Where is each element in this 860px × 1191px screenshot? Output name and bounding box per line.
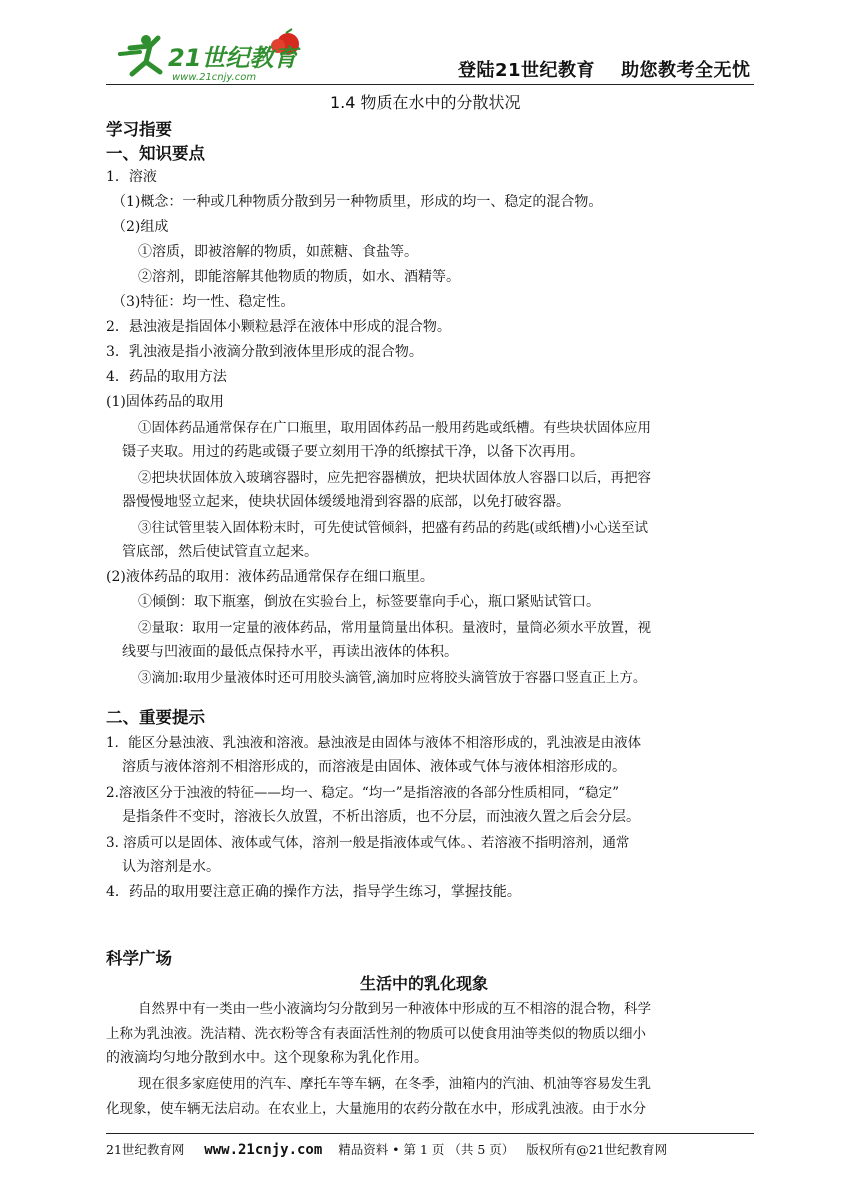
text-line: （1)概念：一种或几种物质分散到另一种物质里，形成的均一、稳定的混合物。 xyxy=(112,194,603,210)
article-title: 生活中的乳化现象 xyxy=(360,974,489,993)
slogan-right: 助您教考全无忧 xyxy=(621,60,751,81)
text-line: ②量取：取用一定量的液体药品，常用量筒量出体积。量液时，量筒必须水平放置，视 xyxy=(138,620,651,636)
text-line: 溶质与液体溶剂不相溶形成的，而溶液是由固体、液体或气体与液体相溶形成的。 xyxy=(122,759,626,775)
text-line: ①溶质，即被溶解的物质，如蔗糖、食盐等。 xyxy=(138,244,418,260)
section-guide-heading: 学习指要 xyxy=(106,120,172,139)
paragraph-line: 化现象，使车辆无法启动。在农业上，大量施用的农药分散在水中，形成乳浊液。由于水分 xyxy=(106,1101,646,1117)
site-logo xyxy=(110,28,310,86)
footer xyxy=(106,1140,667,1158)
text-line: 2.溶液区分于浊液的特征——均一、稳定。“均一”是指溶液的各部分性质相同，“稳定” xyxy=(106,785,619,801)
text-line: ③往试管里装入固体粉末时，可先使试管倾斜，把盛有药品的药匙(或纸槽)小心送至试 xyxy=(138,520,649,536)
text-line: 镊子夹取。用过的药匙或镊子要立刻用干净的纸擦拭干净，以备下次再用。 xyxy=(122,444,584,460)
logo-graphic xyxy=(110,28,310,86)
header-divider xyxy=(106,84,754,85)
paragraph-line: 的液滴均匀地分散到水中。这个现象称为乳化作用。 xyxy=(106,1050,428,1066)
text-line: ②把块状固体放入玻璃容器时，应先把容器横放，把块状固体放人容器口以后，再把容 xyxy=(138,470,651,486)
text-line: ①倾倒：取下瓶塞，倒放在实验台上，标签要靠向手心，瓶口紧贴试管口。 xyxy=(138,594,600,610)
footer-divider xyxy=(106,1133,754,1134)
text-line: 线要与凹液面的最低点保持水平，再读出液体的体积。 xyxy=(122,644,458,660)
header-slogan xyxy=(458,56,751,82)
text-line: ②溶剂，即能溶解其他物质的物质，如水、酒精等。 xyxy=(138,269,460,285)
text-line: （3)特征：均一性、稳定性。 xyxy=(112,294,295,310)
text-line: 4．药品的取用方法 xyxy=(106,369,227,385)
paragraph-line: 现在很多家庭使用的汽车、摩托车等车辆，在冬季，油箱内的汽油、机油等容易发生乳 xyxy=(138,1076,651,1092)
text-line: 1．溶液 xyxy=(106,169,157,185)
section-knowledge-heading: 一、知识要点 xyxy=(106,144,205,163)
text-line: ③滴加:取用少量液体时还可用胶头滴管,滴加时应将胶头滴管放于容器口竖直正上方。 xyxy=(138,670,647,686)
text-line: 管底部，然后使试管直立起来。 xyxy=(122,544,318,560)
text-line: 3. 溶质可以是固体、液体或气体，溶剂一般是指液体或气体。、若溶液不指明溶剂，通常 xyxy=(106,835,630,851)
slogan-left: 登陆21世纪教育 xyxy=(458,60,596,81)
section-tips-heading: 二、重要提示 xyxy=(106,708,205,727)
text-line: 是指条件不变时，溶液长久放置，不析出溶质，也不分层，而浊液久置之后会分层。 xyxy=(122,809,640,825)
text-line: 3．乳浊液是指小液滴分散到液体里形成的混合物。 xyxy=(106,344,423,360)
text-line: (2)液体药品的取用：液体药品通常保存在细口瓶里。 xyxy=(106,569,434,585)
footer-copyright: 版权所有@21世纪教育网 xyxy=(526,1142,668,1157)
text-line: 认为溶剂是水。 xyxy=(122,859,220,875)
logo-url: www.21cnjy.com xyxy=(172,72,257,83)
section-science-heading: 科学广场 xyxy=(106,949,172,968)
text-line: （2)组成 xyxy=(112,219,169,235)
text-line: 4．药品的取用要注意正确的操作方法，指导学生练习，掌握技能。 xyxy=(106,884,521,900)
paragraph-line: 自然界中有一类由一些小液滴均匀分散到另一种液体中形成的互不相溶的混合物，科学 xyxy=(138,1001,651,1017)
paragraph-line: 上称为乳浊液。洗洁精、洗衣粉等含有表面活性剂的物质可以使食用油等类似的物质以细小 xyxy=(106,1026,646,1042)
text-line: ①固体药品通常保存在广口瓶里，取用固体药品一般用药匙或纸槽。有些块状固体应用 xyxy=(138,420,651,436)
text-line: (1)固体药品的取用 xyxy=(106,394,224,410)
text-line: 1．能区分悬浊液、乳浊液和溶液。悬浊液是由固体与液体不相溶形成的，乳浊液是由液体 xyxy=(106,735,642,751)
text-line: 器慢慢地竖立起来，使块状固体缓缓地滑到容器的底部，以免打破容器。 xyxy=(122,494,570,510)
page-title: 1.4 物质在水中的分散状况 xyxy=(330,93,521,112)
footer-page-info: 精品资料 • 第 1 页 （共 5 页） xyxy=(338,1142,515,1157)
footer-url: www.21cnjy.com xyxy=(204,1142,323,1158)
text-line: 2．悬浊液是指固体小颗粒悬浮在液体中形成的混合物。 xyxy=(106,319,451,335)
logo-text: 21世纪教育 xyxy=(168,44,298,72)
footer-left: 21世纪教育网 xyxy=(106,1142,185,1157)
